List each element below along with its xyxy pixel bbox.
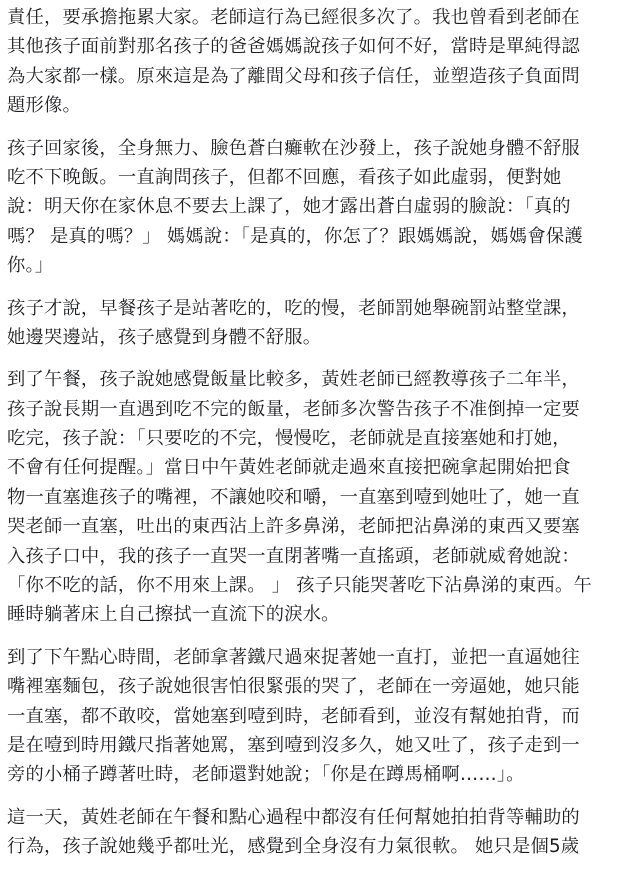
text-line: 是在噎到時用鐵尺指著她罵，塞到噎到沒多久，她又吐了，孩子走到一: [7, 734, 580, 756]
paragraph-5: [7, 643, 634, 790]
text-line: 到了午餐，孩子說她感覺飯量比較多，黃姓老師已經教導孩子二年半，: [7, 369, 580, 391]
text-line: 「你不吃的話，你不用來上課。 」 孩子只能哭著吃下沾鼻涕的東西。午: [7, 575, 592, 597]
text-line: 這一天，黃姓老師在午餐和點心過程中都沒有任何幫她拍拍背等輔助的: [7, 806, 580, 828]
text-line: 為大家都一樣。原來這是為了離間父母和孩子信任，並塑造孩子負面問: [7, 65, 580, 87]
text-line: 物一直塞進孩子的嘴裡，不讓她咬和嚼，一直塞到噎到她吐了，她一直: [7, 486, 580, 508]
paragraph-3: [7, 294, 634, 353]
text-line: 你。」: [7, 255, 54, 277]
text-line: 她邊哭邊站，孩子感覺到身體不舒服。: [7, 326, 322, 348]
text-line: 吃不下晚飯。一直詢問孩子，但都不回應，看孩子如此虛弱，便對她: [7, 166, 562, 188]
paragraph-1: [7, 3, 634, 121]
paragraph-4: [7, 365, 634, 630]
text-line: 孩子回家後，全身無力、臉色蒼白癱軟在沙發上，孩子說她身體不舒服: [7, 137, 580, 159]
text-line: 題形像。: [7, 95, 81, 117]
text-line: 旁的小桶子蹲著吐時，老師還對她說；「你是在蹲馬桶啊……」。: [7, 764, 525, 786]
text-line: 說：明天你在家休息不要去上課了，她才露出蒼白虛弱的臉說：「真的: [7, 196, 571, 218]
text-line: 入孩子口中，我的孩子一直哭一直閉著嘴一直搖頭，老師就威脅她說：: [7, 545, 580, 567]
text-line: 嗎？ 是真的嗎？」 媽媽說：「是真的，你怎了？跟媽媽說，媽媽會保護: [7, 225, 583, 247]
text-line: 吃完，孩子說：「只要吃的不完，慢慢吃，老師就是直接塞她和打她，: [7, 428, 571, 450]
paragraph-2: [7, 134, 634, 281]
text-line: 到了下午點心時間，老師拿著鐵尺過來捉著她一直打，並把一直逼她往: [7, 646, 580, 668]
text-line: 不會有任何提醒。」當日中午黃姓老師就走過來直接把碗拿起開始把食: [7, 457, 571, 479]
paragraph-6: [7, 803, 634, 862]
text-line: 哭老師一直塞，吐出的東西沾上許多鼻涕，老師把沾鼻涕的東西又要塞: [7, 516, 580, 538]
text-line: 孩子說長期一直遇到吃不完的飯量，老師多次警告孩子不准倒掉一定要: [7, 398, 580, 420]
text-line: 其他孩子面前對那名孩子的爸爸媽媽說孩子如何不好，當時是單純得認: [7, 36, 580, 58]
text-line: 孩子才說，早餐孩子是站著吃的，吃的慢，老師罰她舉碗罰站整堂課，: [7, 297, 580, 319]
text-line: 責任，要承擔拖累大家。老師這行為已經很多次了。我也曾看到老師在: [7, 7, 580, 28]
text-line: 睡時躺著床上自己擦拭一直流下的淚水。: [7, 604, 340, 626]
text-line: 一直塞，都不敢咬，當她塞到噎到時，老師看到，並沒有幫她拍背，而: [7, 705, 580, 727]
text-line: 嘴裡塞麵包，孩子說她很害怕很緊張的哭了，老師在一旁逼她，她只能: [7, 676, 580, 698]
text-line: 行為，孩子說她幾乎都吐光，感覺到全身沒有力氣很軟。 她只是個5歲: [7, 836, 580, 858]
